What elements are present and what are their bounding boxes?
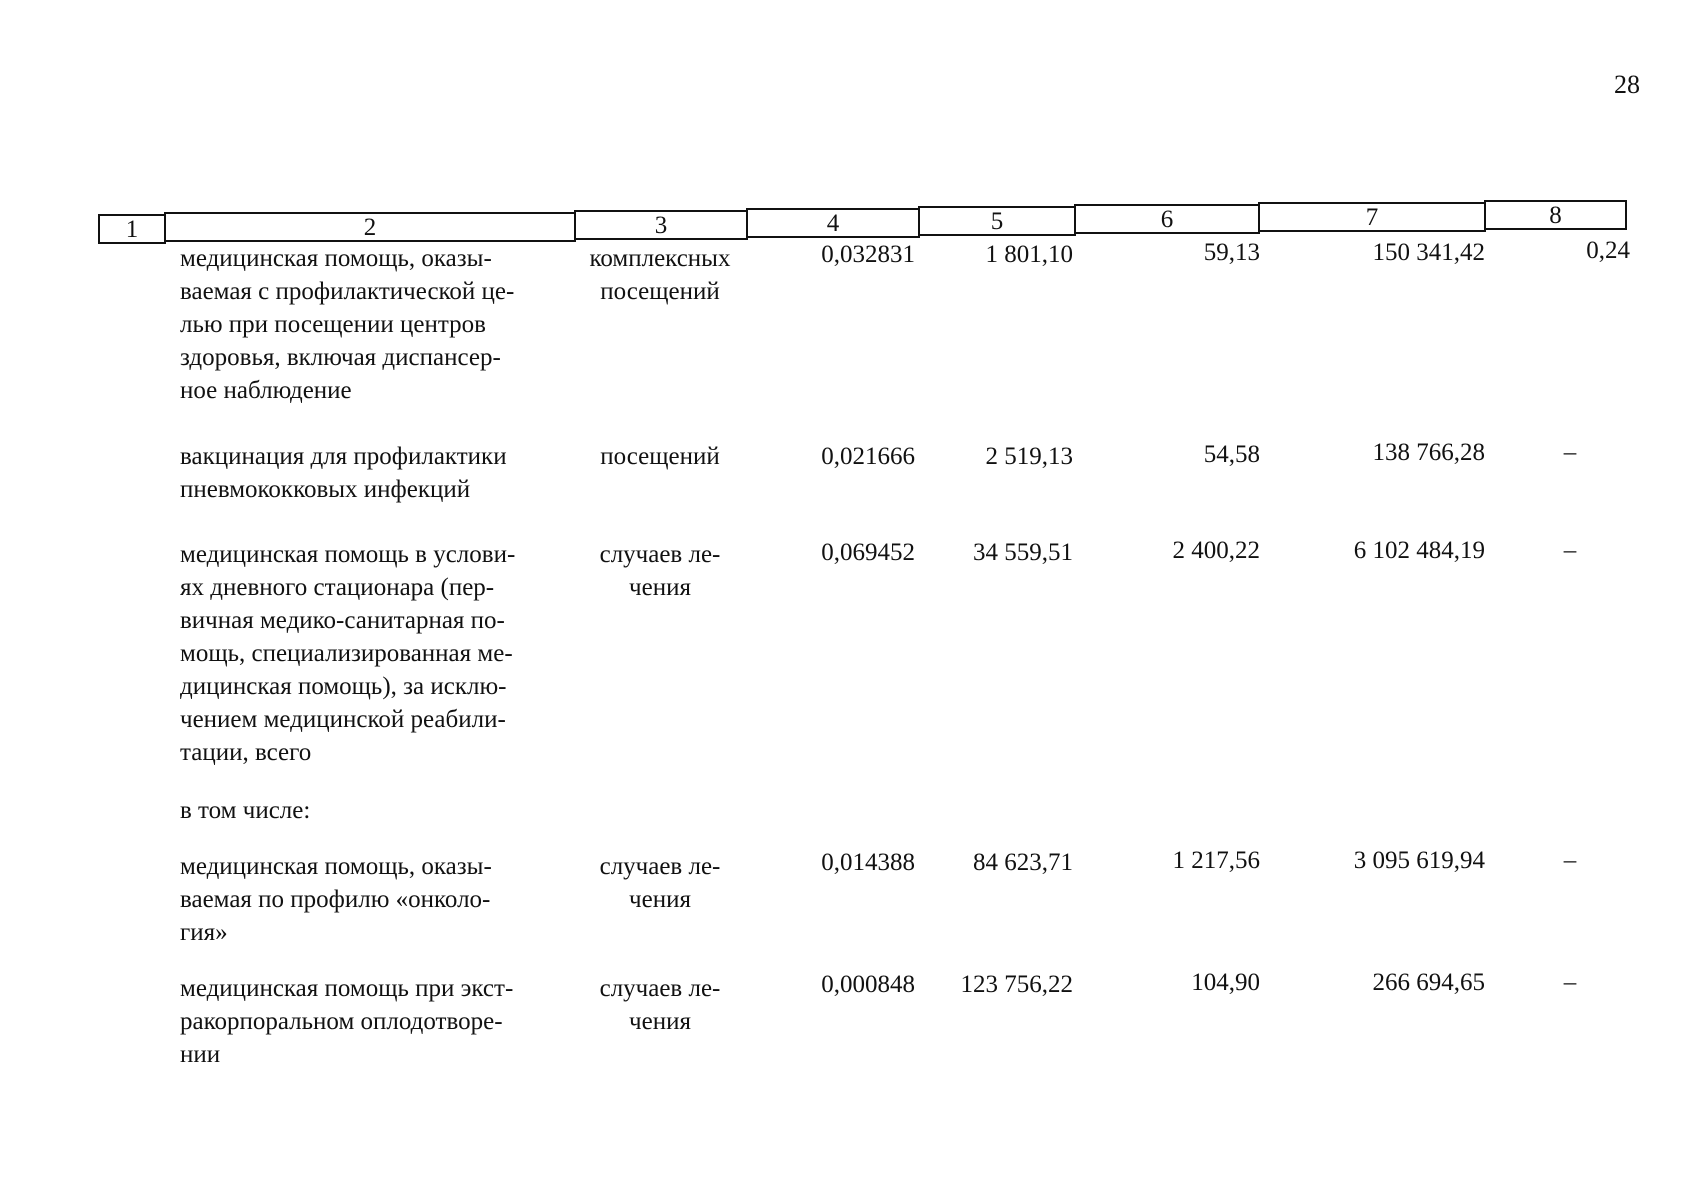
header-cell-3: 3 bbox=[574, 210, 748, 240]
row-value-col4: 0,032831 bbox=[821, 241, 915, 268]
row-value-col6: 2 400,22 bbox=[1172, 537, 1260, 564]
row-value-col7: 266 694,65 bbox=[1372, 969, 1485, 996]
row-value-col7: 6 102 484,19 bbox=[1353, 537, 1485, 564]
page-number: 28 bbox=[1614, 70, 1640, 99]
row-value-col7: 138 766,28 bbox=[1372, 439, 1485, 466]
header-cell-6: 6 bbox=[1074, 204, 1260, 234]
header-cell-2: 2 bbox=[164, 212, 576, 242]
row-value-col4: 0,014388 bbox=[821, 849, 915, 876]
row-value-col4: 0,000848 bbox=[821, 971, 915, 998]
row-value-col8: – bbox=[1563, 537, 1577, 564]
row-value-col5: 34 559,51 bbox=[973, 539, 1073, 566]
row-value-col5: 1 801,10 bbox=[985, 241, 1073, 268]
header-cell-7: 7 bbox=[1258, 202, 1486, 232]
header-cell-8: 8 bbox=[1484, 200, 1627, 230]
row-value-col6: 54,58 bbox=[1203, 441, 1260, 468]
row-description: медицинская помощь в услови- ях дневного стационара (пер- вичная медико-санитарная по- мощь, специализированная ме- дицинская помощь), за исклю- чением медицинской реабили- тации, всего bbox=[180, 541, 516, 766]
row-value-col4: 0,021666 bbox=[821, 443, 915, 470]
row-description: медицинская помощь, оказы- ваемая по профилю «онколо- гия» bbox=[180, 853, 492, 946]
row-value-col4: 0,069452 bbox=[821, 539, 915, 566]
row-value-col8: 0,24 bbox=[1586, 237, 1630, 264]
header-cell-4: 4 bbox=[746, 208, 920, 238]
row-value-col5: 84 623,71 bbox=[973, 849, 1073, 876]
row-unit: комплексных посещений bbox=[589, 245, 731, 305]
row-description: вакцинация для профилактики пневмококковых инфекций bbox=[180, 443, 507, 503]
row-value-col8: – bbox=[1563, 439, 1577, 466]
row-value-col5: 2 519,13 bbox=[985, 443, 1073, 470]
row-value-col7: 150 341,42 bbox=[1372, 239, 1485, 266]
row-description: в том числе: bbox=[180, 797, 311, 824]
row-unit: случаев ле- чения bbox=[599, 975, 721, 1035]
header-cell-5: 5 bbox=[918, 206, 1076, 236]
header-cell-1: 1 bbox=[98, 214, 166, 244]
row-value-col6: 59,13 bbox=[1203, 239, 1260, 266]
row-unit: посещений bbox=[600, 443, 720, 470]
row-unit: случаев ле- чения bbox=[599, 541, 721, 601]
row-value-col6: 104,90 bbox=[1191, 969, 1260, 996]
row-value-col8: – bbox=[1563, 847, 1577, 874]
row-unit: случаев ле- чения bbox=[599, 853, 721, 913]
row-value-col6: 1 217,56 bbox=[1172, 847, 1260, 874]
row-description: медицинская помощь при экст- ракорпоральном оплодотворе- нии bbox=[180, 975, 514, 1068]
row-value-col8: – bbox=[1563, 969, 1577, 996]
row-value-col7: 3 095 619,94 bbox=[1353, 847, 1485, 874]
row-description: медицинская помощь, оказы- ваемая с профилактической це- лью при посещении центров здоровья, включая диспансер- ное наблюдение bbox=[180, 245, 515, 404]
row-value-col5: 123 756,22 bbox=[960, 971, 1073, 998]
